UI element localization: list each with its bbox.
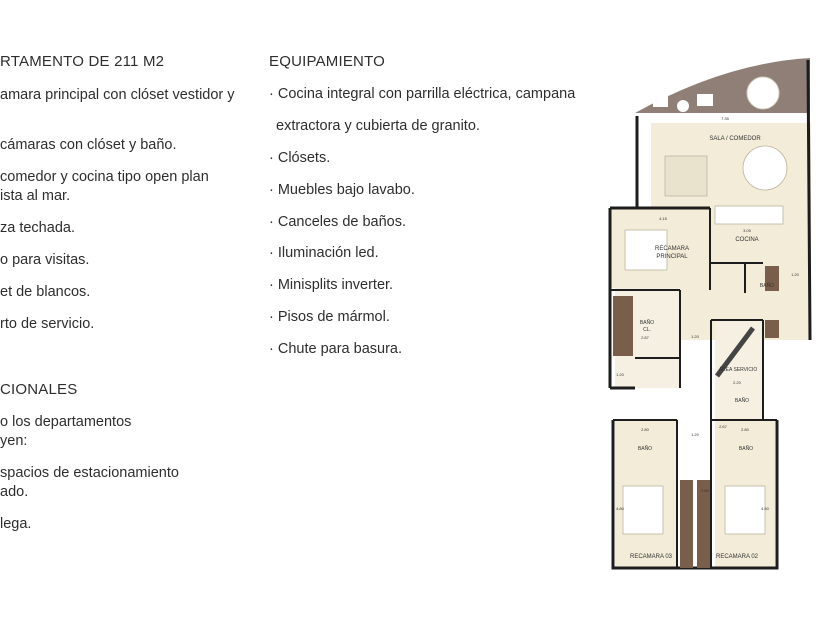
label-bano-right: BAÑO (738, 446, 754, 452)
label-bano-left: BAÑO (637, 446, 653, 452)
floor-plan (605, 58, 815, 570)
dim-label: 1.20 (791, 272, 799, 277)
dim-label: 2.87 (641, 335, 649, 340)
dining-table-icon (743, 146, 787, 190)
equipment-line: · Muebles bajo lavabo. (269, 182, 415, 198)
extras-line: spacios de estacionamiento (0, 465, 179, 481)
dim-label: 4.80 (616, 506, 624, 511)
closet-wood-master (613, 296, 633, 356)
extras-line: ado. (0, 484, 29, 500)
dim-label: 1.20 (691, 432, 699, 437)
service-wood (765, 320, 779, 338)
closet-wood-left (680, 480, 693, 568)
dim-label: 4.80 (761, 506, 769, 511)
label-recamara-02: RECAMARA 02 (715, 554, 759, 560)
feature-line: comedor y cocina tipo open plan (0, 169, 209, 185)
feature-line: et de blancos. (0, 284, 91, 300)
equipment-line: · Chute para basura. (269, 341, 402, 357)
equipment-heading: EQUIPAMIENTO (269, 53, 386, 70)
feature-line: cámaras con clóset y baño. (0, 137, 177, 153)
closet-wood-right (697, 480, 710, 568)
dim-label: 1.20 (691, 334, 699, 339)
label-sala-comedor: SALA / COMEDOR (709, 136, 761, 142)
lounge-chair-icon (653, 95, 668, 107)
apartment-heading: RTAMENTO DE 211 M2 (0, 53, 165, 70)
dim-label: 7.35 (721, 116, 729, 121)
kitchen-island-icon (715, 206, 783, 224)
label-cocina: COCINA (735, 237, 759, 243)
label-area-servicio: ÁREA SERVICIO (718, 367, 758, 373)
label-bano-cl-2: CL. (643, 327, 651, 333)
equipment-line: · Iluminación led. (269, 245, 379, 261)
extras-line: yen: (0, 433, 28, 449)
bed-02-icon (725, 486, 765, 534)
equipment-line: · Clósets. (269, 150, 331, 166)
extras-heading: CIONALES (0, 381, 78, 398)
feature-line: o para visitas. (0, 252, 90, 268)
feature-line: rto de servicio. (0, 316, 95, 332)
label-recamara-principal-2: PRINCIPAL (656, 254, 688, 260)
equipment-line: · Pisos de mármol. (269, 309, 390, 325)
feature-line: amara principal con clóset vestidor y (0, 87, 235, 103)
side-table-icon (677, 100, 689, 112)
equipment-line: · Minisplits inverter. (269, 277, 394, 293)
dim-label: 2.67 (719, 424, 727, 429)
terrace-table-icon (747, 77, 779, 109)
sofa-icon (665, 156, 707, 196)
dim-label: 2.80 (701, 488, 709, 493)
equipment-line: extractora y cubierta de granito. (276, 118, 480, 134)
label-bano-servicio: BAÑO (734, 398, 750, 404)
label-recamara-principal: RECAMARA (654, 246, 690, 252)
label-bano-cocina: BAÑO (759, 283, 775, 289)
feature-line: ista al mar. (0, 188, 71, 204)
dim-label: 2.80 (641, 427, 649, 432)
feature-line: za techada. (0, 220, 75, 236)
dim-label: 3.05 (743, 228, 751, 233)
bed-03-icon (623, 486, 663, 534)
equipment-line: · Canceles de baños. (269, 214, 407, 230)
label-bano-cl: BAÑO (639, 320, 655, 326)
dim-label: 2.80 (741, 427, 749, 432)
lounge-chair-icon (697, 94, 713, 106)
dim-label: 2.20 (733, 380, 741, 385)
extras-line: o los departamentos (0, 414, 132, 430)
dim-label: 4.15 (659, 216, 667, 221)
equipment-line: · Cocina integral con parrilla eléctrica, campana (269, 86, 576, 102)
label-recamara-03: RECAMARA 03 (629, 554, 673, 560)
extras-line: lega. (0, 516, 32, 532)
dim-label: 1.20 (616, 372, 624, 377)
